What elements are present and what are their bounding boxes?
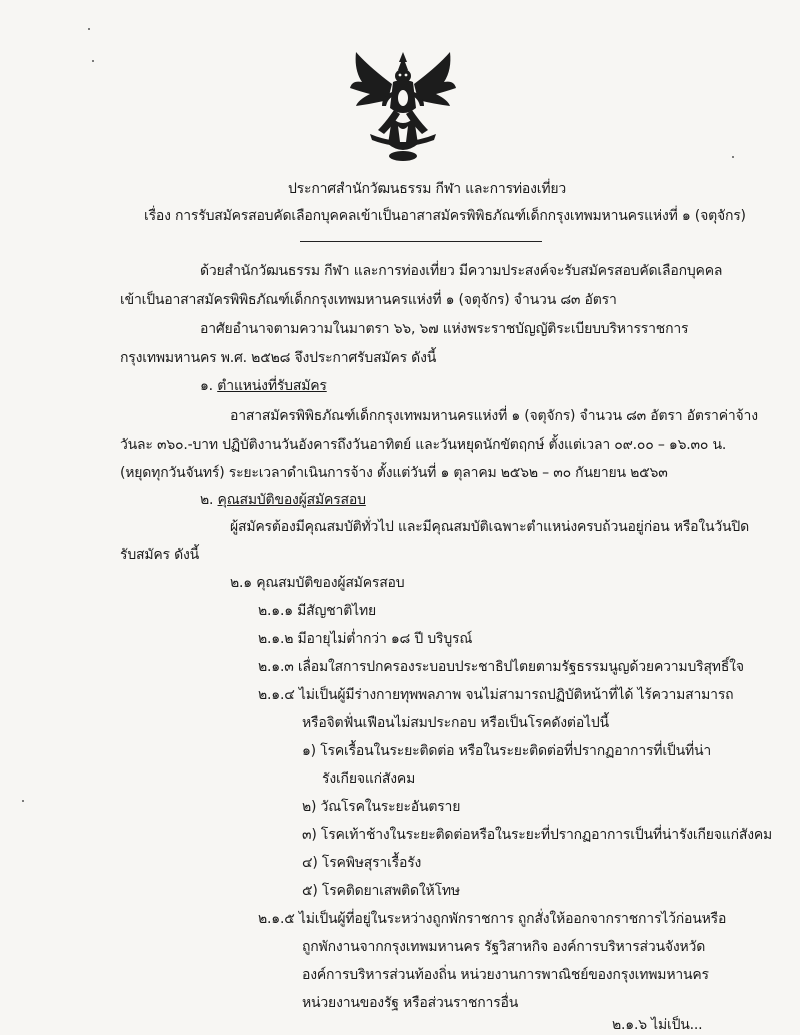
subsection-2-1-heading: ๒.๑ คุณสมบัติของผู้สมัครสอบ bbox=[230, 575, 405, 591]
qualification-item: ๒.๑.๕ ไม่เป็นผู้ที่อยู่ในระหว่างถูกพักราชการ ถูกสั่งให้ออกจากราชการไว้ก่อนหรือ bbox=[258, 911, 727, 927]
qualification-item-continued: องค์การบริหารส่วนท้องถิ่น หน่วยงานการพาณิชย์ของกรุงเทพมหานคร bbox=[302, 967, 709, 983]
disease-list-item: ๒) วัณโรคในระยะอันตราย bbox=[302, 799, 461, 815]
section-title: คุณสมบัติของผู้สมัครสอบ bbox=[217, 492, 366, 508]
scan-speck bbox=[92, 60, 94, 62]
intro-paragraph-line: ด้วยสำนักวัฒนธรรม กีฬา และการท่องเที่ยว มีความประสงค์จะรับสมัครสอบคัดเลือกบุคคล bbox=[200, 263, 723, 279]
scan-speck bbox=[22, 800, 24, 802]
qualification-item-continued: ถูกพักงานจากกรุงเทพมหานคร รัฐวิสาหกิจ องค์การบริหารส่วนจังหวัด bbox=[302, 939, 706, 955]
qualification-item: ๒.๑.๓ เลื่อมใสการปกครองระบอบประชาธิปไตยตามรัฐธรรมนูญด้วยความบริสุทธิ์ใจ bbox=[258, 659, 744, 675]
qualification-item: ๒.๑.๔ ไม่เป็นผู้มีร่างกายทุพพลภาพ จนไม่สามารถปฏิบัติหน้าที่ได้ ไร้ความสามารถ bbox=[258, 687, 734, 703]
disease-list-item: ๓) โรคเท้าช้างในระยะติดต่อหรือในระยะที่ปรากฏอาการเป็นที่น่ารังเกียจแก่สังคม bbox=[302, 827, 773, 843]
section-1-text-line: วันละ ๓๖๐.-บาท ปฏิบัติงานวันอังคารถึงวันอาทิตย์ และวันหยุดนักขัตฤกษ์ ตั้งแต่เวลา ๐๙.๐๐ – ๑๖.๓๐ น. bbox=[120, 437, 727, 453]
section-2-text-line: รับสมัคร ดังนี้ bbox=[120, 547, 200, 563]
intro-paragraph-line: เข้าเป็นอาสาสมัครพิพิธภัณฑ์เด็กกรุงเทพมหานครแห่งที่ ๑ (จตุจักร) จำนวน ๘๓ อัตรา bbox=[120, 292, 617, 308]
qualification-item-continued: หรือจิตฟั่นเฟือนไม่สมประกอบ หรือเป็นโรคดังต่อไปนี้ bbox=[302, 715, 609, 731]
scan-speck bbox=[732, 156, 734, 158]
section-2-heading bbox=[200, 491, 366, 509]
disease-list-item: ๕) โรคติดยาเสพติดให้โทษ bbox=[302, 883, 460, 899]
disease-list-item: ๑) โรคเรื้อนในระยะติดต่อ หรือในระยะติดต่อที่ปรากฏอาการที่เป็นที่น่า bbox=[302, 743, 712, 759]
authority-paragraph-line: อาศัยอำนาจตามความในมาตรา ๖๖, ๖๗ แห่งพระราชบัญญัติระเบียบบริหารราชการ bbox=[200, 321, 689, 337]
qualification-item: ๒.๑.๒ มีอายุไม่ต่ำกว่า ๑๘ ปี บริบูรณ์ bbox=[258, 631, 473, 647]
disease-list-item-continued: รังเกียจแก่สังคม bbox=[322, 771, 416, 787]
section-number: ๑. bbox=[200, 378, 213, 394]
page-continuation-marker: ๒.๑.๖ ไม่เป็น... bbox=[612, 1017, 703, 1033]
announcement-issuer: ประกาศสำนักวัฒนธรรม กีฬา และการท่องเที่ยว bbox=[288, 181, 567, 197]
section-number: ๒. bbox=[200, 492, 214, 508]
section-2-text-line: ผู้สมัครต้องมีคุณสมบัติทั่วไป และมีคุณสมบัติเฉพาะตำแหน่งครบถ้วนอยู่ก่อน หรือในวันปิด bbox=[230, 519, 749, 535]
garuda-emblem bbox=[348, 48, 458, 163]
scan-speck bbox=[88, 28, 90, 30]
announcement-subject: เรื่อง การรับสมัครสอบคัดเลือกบุคคลเข้าเป็นอาสาสมัครพิพิธภัณฑ์เด็กกรุงเทพมหานครแห่งที่ ๑ (จตุจักร) bbox=[144, 208, 746, 224]
disease-list-item: ๔) โรคพิษสุราเรื้อรัง bbox=[302, 855, 422, 871]
section-title: ตำแหน่งที่รับสมัคร bbox=[217, 378, 327, 394]
section-1-heading bbox=[200, 377, 327, 395]
authority-paragraph-line: กรุงเทพมหานคร พ.ศ. ๒๕๒๘ จึงประกาศรับสมัคร ดังนี้ bbox=[120, 350, 437, 366]
section-1-text-line: (หยุดทุกวันจันทร์) ระยะเวลาดำเนินการจ้าง ตั้งแต่วันที่ ๑ ตุลาคม ๒๕๖๒ – ๓๐ กันยายน ๒๕๖๓ bbox=[120, 465, 668, 481]
header-divider bbox=[300, 241, 542, 242]
qualification-item: ๒.๑.๑ มีสัญชาติไทย bbox=[258, 603, 376, 619]
qualification-item-continued: หน่วยงานของรัฐ หรือส่วนราชการอื่น bbox=[302, 995, 519, 1011]
section-1-text-line: อาสาสมัครพิพิธภัณฑ์เด็กกรุงเทพมหานครแห่งที่ ๑ (จตุจักร) จำนวน ๘๓ อัตรา อัตราค่าจ้าง bbox=[230, 408, 758, 424]
